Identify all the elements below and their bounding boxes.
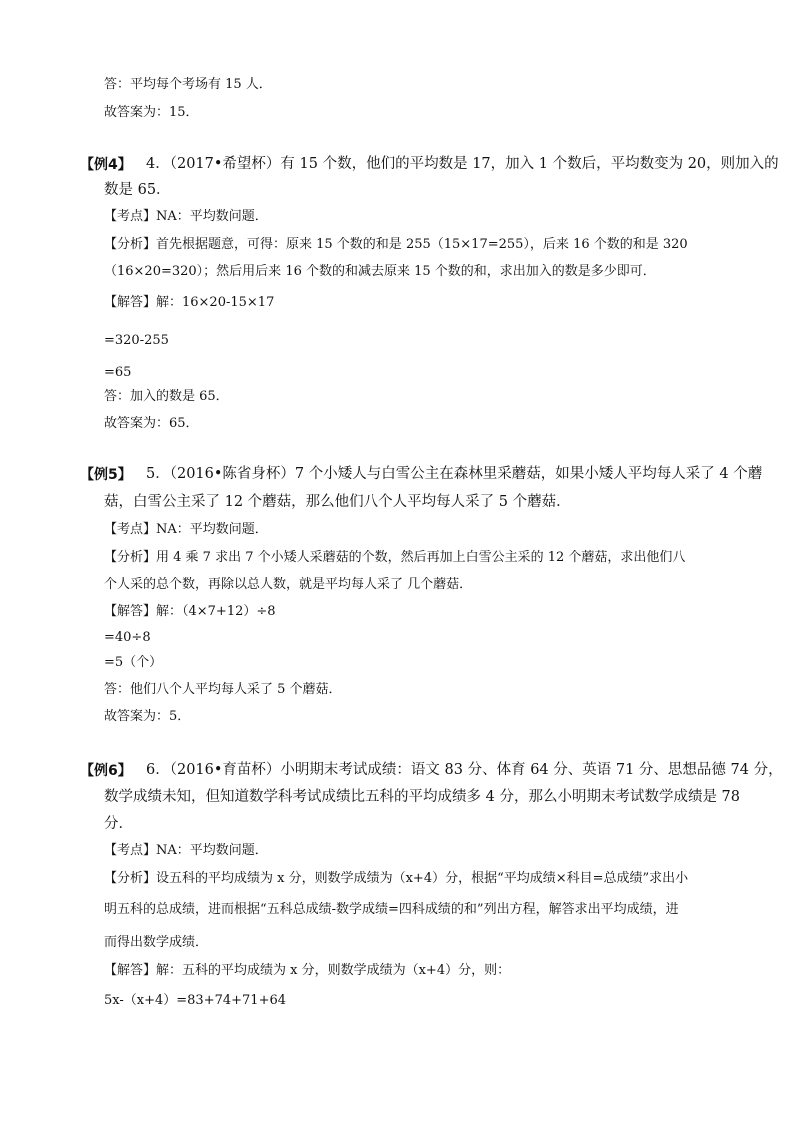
example-6-tag: 【例6】 [80,763,132,779]
example-4-final-answer: 故答案为：65． [104,416,199,431]
example-5-analysis-line-2: 个人采的总个数，再除以总人数，就是平均每人采了 几个蘑菇． [104,577,473,592]
example-4-analysis-line-1: 【分析】首先根据题意，可得：原来 15 个数的和是 255（15×17=255），后来 16 个数的和是 320 [104,237,688,252]
example-4-solution: 【解答】解：16×20-15×17 [104,295,275,310]
example-6-point: 【考点】NA：平均数问题． [104,843,268,858]
example-6-analysis-line-3: 而得出数学成绩． [104,935,209,950]
example-4-step-2: =65 [104,365,132,380]
example-5-tag: 【例5】 [80,467,132,483]
example-5-analysis-line-1: 【分析】用 4 乘 7 求出 7 个小矮人采蘑菇的个数，然后再加上白雪公主采的 12 个蘑菇，求出他们八 [104,550,686,565]
example-6-solution: 【解答】解：五科的平均成绩为 x 分，则数学成绩为（x+4）分，则： [104,963,511,978]
example-4-tag: 【例4】 [80,157,132,173]
example-5-question-line-1: 5．（2016•陈省身杯）7 个小矮人与白雪公主在森林里采蘑菇，如果小矮人平均每人采了 4 个蘑 [146,466,763,482]
example-5-step-2: =5（个） [104,655,163,670]
example-4-answer: 答：加入的数是 65． [104,389,229,404]
example-4-step-1: =320-255 [104,333,169,348]
example-6-question-line-3: 分． [104,816,133,832]
example-6-step-1: 5x-（x+4）=83+74+71+64 [104,993,287,1008]
example-5-question-line-2: 菇，白雪公主采了 12 个蘑菇，那么他们八个人平均每人采了 5 个蘑菇． [104,494,571,510]
example-6-analysis-line-2: 明五科的总成绩，进而根据“五科总成绩-数学成绩=四科成绩的和”列出方程，解答求出平均成绩，进 [104,902,679,917]
prev-final-answer: 故答案为：15． [104,105,199,120]
example-4-analysis-line-2: （16×20=320）；然后用后来 16 个数的和减去原来 15 个数的和，求出加入的数是多少即可． [104,264,656,279]
example-5-solution: 【解答】解：（4×7+12）÷8 [104,604,276,619]
example-5-answer: 答：他们八个人平均每人采了 5 个蘑菇． [104,682,342,697]
example-4-question-line-1: 4．（2017•希望杯）有 15 个数，他们的平均数是 17，加入 1 个数后，平均数变为 20，则加入的 [146,156,779,172]
example-6-question-line-2: 数学成绩未知，但知道数学科考试成绩比五科的平均成绩多 4 分，那么小明期末考试数学成绩是 78 [104,789,740,805]
example-6-question-line-1: 6．（2016•育苗杯）小明期末考试成绩：语文 83 分、体育 64 分、英语 71 分、思想品德 74 分， [146,762,783,778]
example-6-analysis-line-1: 【分析】设五科的平均成绩为 x 分，则数学成绩为（x+4）分，根据“平均成绩×科目=总成绩”求出小 [104,871,689,886]
example-4-point: 【考点】NA：平均数问题． [104,209,268,224]
example-5-point: 【考点】NA：平均数问题． [104,522,268,537]
example-4-question-line-2: 数是 65． [104,182,171,198]
example-5-step-1: =40÷8 [104,630,151,645]
prev-answer: 答：平均每个考场有 15 人． [104,77,272,92]
example-5-final-answer: 故答案为：5． [104,709,191,724]
